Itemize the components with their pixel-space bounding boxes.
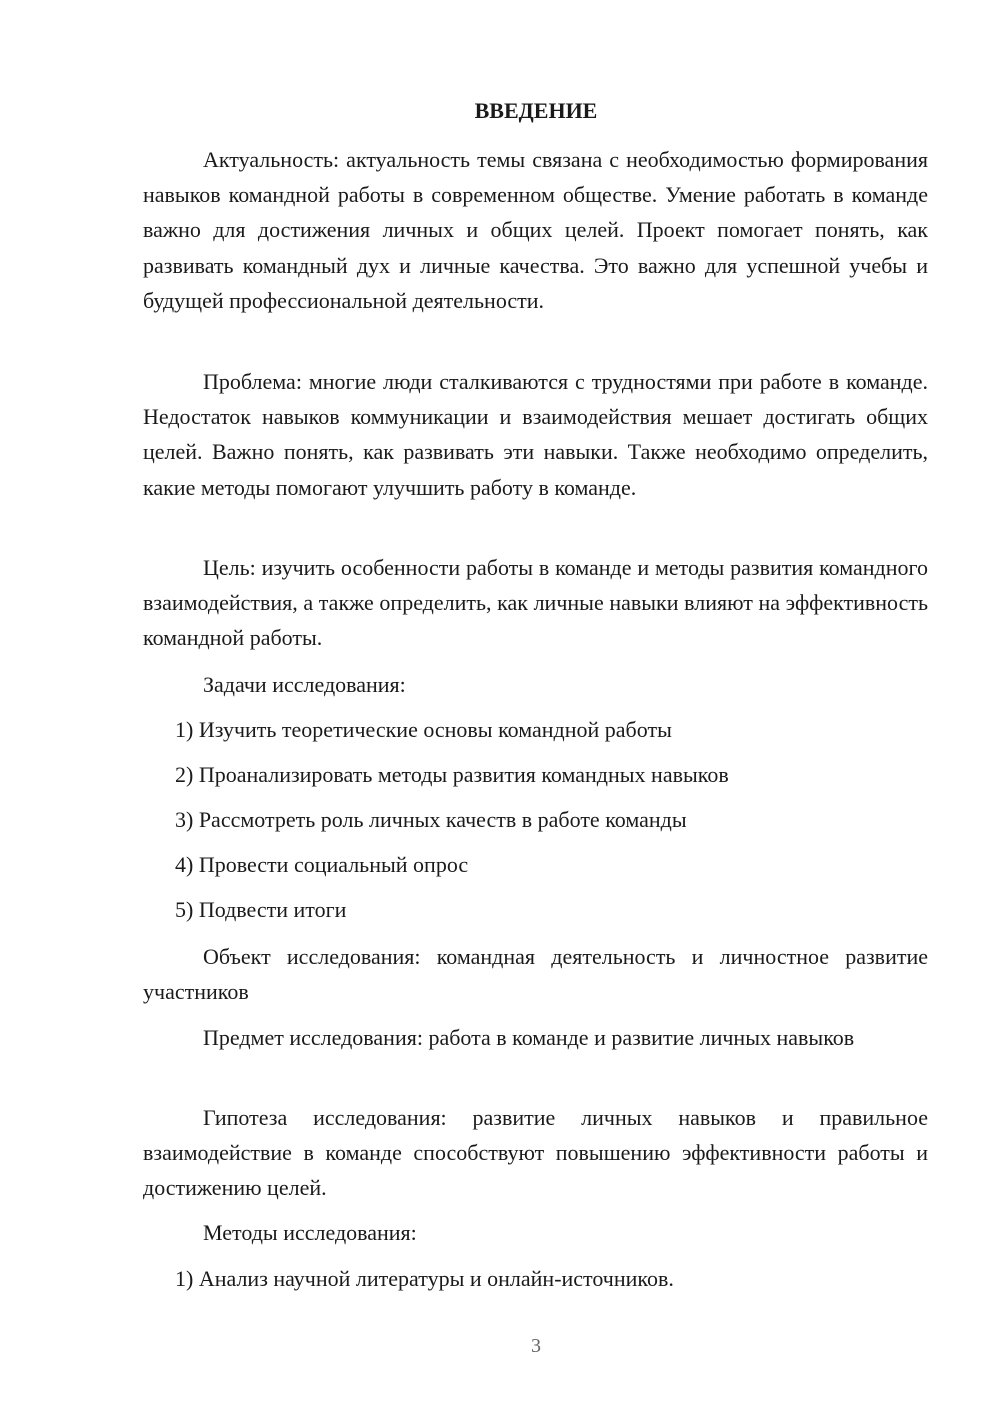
section-heading: ВВЕДЕНИЕ	[474, 98, 598, 123]
method-item-1: 1) Анализ научной литературы и онлайн-источников.	[175, 1266, 674, 1291]
tasks-label: Задачи исследования:	[203, 672, 406, 697]
task-item-3: 3) Рассмотреть роль личных качеств в работе команды	[175, 807, 687, 832]
paragraph-goal: Цель: изучить особенности работы в команде и методы развития командного взаимодействия, а также определить, как личные навыки влияют на эффективность командной работы.	[143, 555, 928, 651]
paragraph-problem: Проблема: многие люди сталкиваются с трудностями при работе в команде. Недостаток навыков коммуникации и взаимодействия мешает достигать общих целей. Важно понять, как развивать эти навыки. Также необходимо определить, какие методы помогают улучшить работу в команде.	[143, 369, 928, 500]
task-item-5: 5) Подвести итоги	[175, 897, 347, 922]
task-item-1: 1) Изучить теоретические основы командной работы	[175, 717, 672, 742]
page-number: 3	[531, 1335, 541, 1357]
paragraph-subject: Предмет исследования: работа в команде и развитие личных навыков	[203, 1025, 855, 1050]
task-item-4: 4) Провести социальный опрос	[175, 852, 469, 877]
paragraph-object: Объект исследования: командная деятельность и личностное развитие участников	[143, 944, 928, 1005]
methods-label: Методы исследования:	[203, 1220, 417, 1245]
paragraph-hypothesis: Гипотеза исследования: развитие личных навыков и правильное взаимодействие в команде способствуют повышению эффективности работы и достижению целей.	[143, 1105, 928, 1201]
paragraph-relevance: Актуальность: актуальность темы связана с необходимостью формирования навыков командной работы в современном обществе. Умение работать в команде важно для достижения личных и общих целей. Проект помогает понять, как развивать командный дух и личные качества. Это важно для успешной учебы и будущей профессиональной деятельности.	[143, 147, 928, 313]
task-item-2: 2) Проанализировать методы развития командных навыков	[175, 762, 729, 787]
